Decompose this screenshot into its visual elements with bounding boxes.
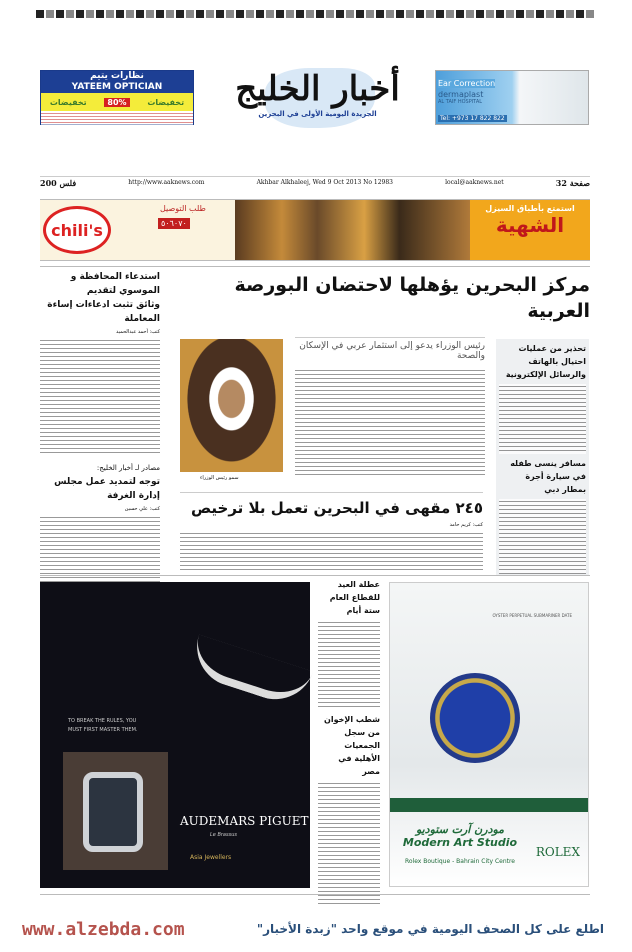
rolex-ad[interactable] bbox=[389, 582, 589, 887]
ad-text: استمتع بأطباق السيزل bbox=[485, 204, 575, 213]
ad-panel bbox=[63, 752, 168, 870]
story-headline[interactable]: استدعاء المحافظة و الموسوي لتقديم bbox=[70, 272, 160, 296]
story-headline[interactable]: مسافر ينسى طفله في سيارة أجرة بمطار دبي bbox=[510, 459, 586, 494]
divider bbox=[40, 894, 590, 895]
food-photo bbox=[235, 200, 470, 260]
audemars-piguet-ad[interactable] bbox=[40, 582, 310, 888]
story-headline[interactable]: توجه لتمديد عمل مجلس إدارة الغرفة bbox=[54, 477, 160, 501]
article-body bbox=[318, 781, 380, 906]
issue-number: Akhbar Alkhaleej, Wed 9 Oct 2013 No 12983 bbox=[256, 179, 393, 186]
article-body bbox=[318, 620, 380, 710]
diamond-ring-image bbox=[187, 634, 313, 709]
ad-text: OYSTER PERPETUAL SUBMARINER DATE bbox=[492, 613, 572, 618]
watch-image bbox=[83, 772, 143, 852]
lead-subheadline[interactable]: رئيس الوزراء يدعو إلى استثمار عربي في الإسكان والصحة bbox=[295, 337, 485, 361]
email-link[interactable]: local@aaknews.net bbox=[445, 179, 504, 186]
watch-image bbox=[430, 673, 520, 763]
byline: كتب: أحمد عبدالحميد bbox=[116, 329, 160, 335]
article-body bbox=[499, 499, 586, 574]
second-headline[interactable]: ٢٤٥ مقهى في البحرين تعمل بلا ترخيص bbox=[180, 492, 483, 519]
story-headline[interactable]: شطب الإخوان من سجل الجمعيات الأهلية في مصر bbox=[324, 715, 380, 776]
ad-brand: dermaplast bbox=[438, 90, 484, 99]
footer-text: اطلع على كل الصحف اليومية في موقع واحد "زبدة الأخبار" bbox=[256, 922, 604, 936]
price: 200 فلس bbox=[40, 177, 77, 188]
chilis-banner-ad[interactable] bbox=[40, 199, 590, 261]
dermaplast-ad[interactable] bbox=[435, 70, 589, 125]
ad-store: Asia Jewellers bbox=[190, 854, 232, 861]
article-body bbox=[40, 338, 160, 453]
right-column bbox=[496, 339, 589, 576]
ad-text: YATEEM OPTICIAN bbox=[71, 82, 163, 92]
ad-text: Le Brassus bbox=[210, 832, 237, 838]
story-kicker: مصادر لـ أخبار الخليج: bbox=[96, 464, 160, 472]
left-column bbox=[40, 270, 160, 595]
ad-store: مودرن آرت ستوديو bbox=[415, 823, 505, 836]
newspaper-title: أخبار الخليج bbox=[235, 69, 400, 109]
ad-text: AL TAIF HOSPITAL bbox=[438, 99, 483, 105]
ad-phone: Tel: +973 17 822 822 bbox=[440, 115, 505, 122]
ad-slogan: TO BREAK THE RULES, YOU MUST FIRST MASTER THEM. bbox=[68, 718, 138, 733]
byline: كتب: كريم حامد bbox=[449, 522, 483, 528]
photo-caption: سمو رئيس الوزراء bbox=[200, 475, 239, 481]
green-band bbox=[390, 798, 588, 812]
ad-text: تخفيضات bbox=[147, 97, 185, 107]
website-link[interactable]: http://www.aaknews.com bbox=[128, 179, 205, 186]
ad-text: تخفيضات bbox=[49, 97, 87, 107]
ad-store: Modern Art Studio bbox=[402, 836, 518, 849]
yateem-optician-ad[interactable] bbox=[40, 70, 194, 125]
rolex-logo: ROLEX bbox=[535, 845, 580, 859]
ad-text: نظارات يتيم bbox=[90, 71, 144, 81]
story-headline[interactable]: عطلة العيد للقطاع العام ستة أيام bbox=[329, 580, 380, 615]
story-headline[interactable]: وثائق تثبت ادعاءات إساءة المعاملة bbox=[47, 300, 160, 324]
ad-text: الشهية bbox=[495, 213, 565, 237]
ad-phone: ٥٠٦٠٧٠ bbox=[158, 218, 190, 229]
ad-brand: AUDEMARS PIGUET bbox=[180, 814, 309, 828]
discount-badge: 80% bbox=[104, 98, 129, 107]
footer-banner[interactable] bbox=[14, 915, 612, 943]
footer-url[interactable]: www.alzebda.com bbox=[22, 918, 185, 940]
lead-headline[interactable]: مركز البحرين يؤهلها لاحتضان البورصة العربية bbox=[234, 274, 590, 322]
byline: كتب: علي حسين bbox=[124, 506, 160, 512]
page-count: 32 صفحة bbox=[555, 177, 590, 188]
issue-info-line bbox=[40, 176, 590, 188]
story-headline[interactable]: تحذير من عمليات احتيال بالهاتف والرسائل الإلكترونية bbox=[505, 344, 586, 379]
divider bbox=[40, 266, 590, 267]
masthead-logo bbox=[225, 68, 410, 130]
ad-text: طلب التوصيل bbox=[160, 204, 206, 213]
prime-minister-photo bbox=[180, 339, 283, 472]
ad-location: Rolex Boutique - Bahrain City Centre bbox=[404, 858, 516, 865]
divider bbox=[40, 575, 590, 576]
color-registration-bar bbox=[36, 10, 596, 18]
lead-article-body bbox=[295, 368, 485, 478]
chilis-logo: chili's bbox=[43, 206, 111, 254]
article-body bbox=[499, 384, 586, 454]
branch-list bbox=[41, 111, 193, 125]
middle-column bbox=[318, 578, 380, 906]
ad-text: Ear Correction bbox=[438, 79, 496, 88]
newspaper-tagline: الجريدة اليومية الأولى في البحرين bbox=[258, 110, 377, 118]
article-body bbox=[180, 531, 483, 571]
